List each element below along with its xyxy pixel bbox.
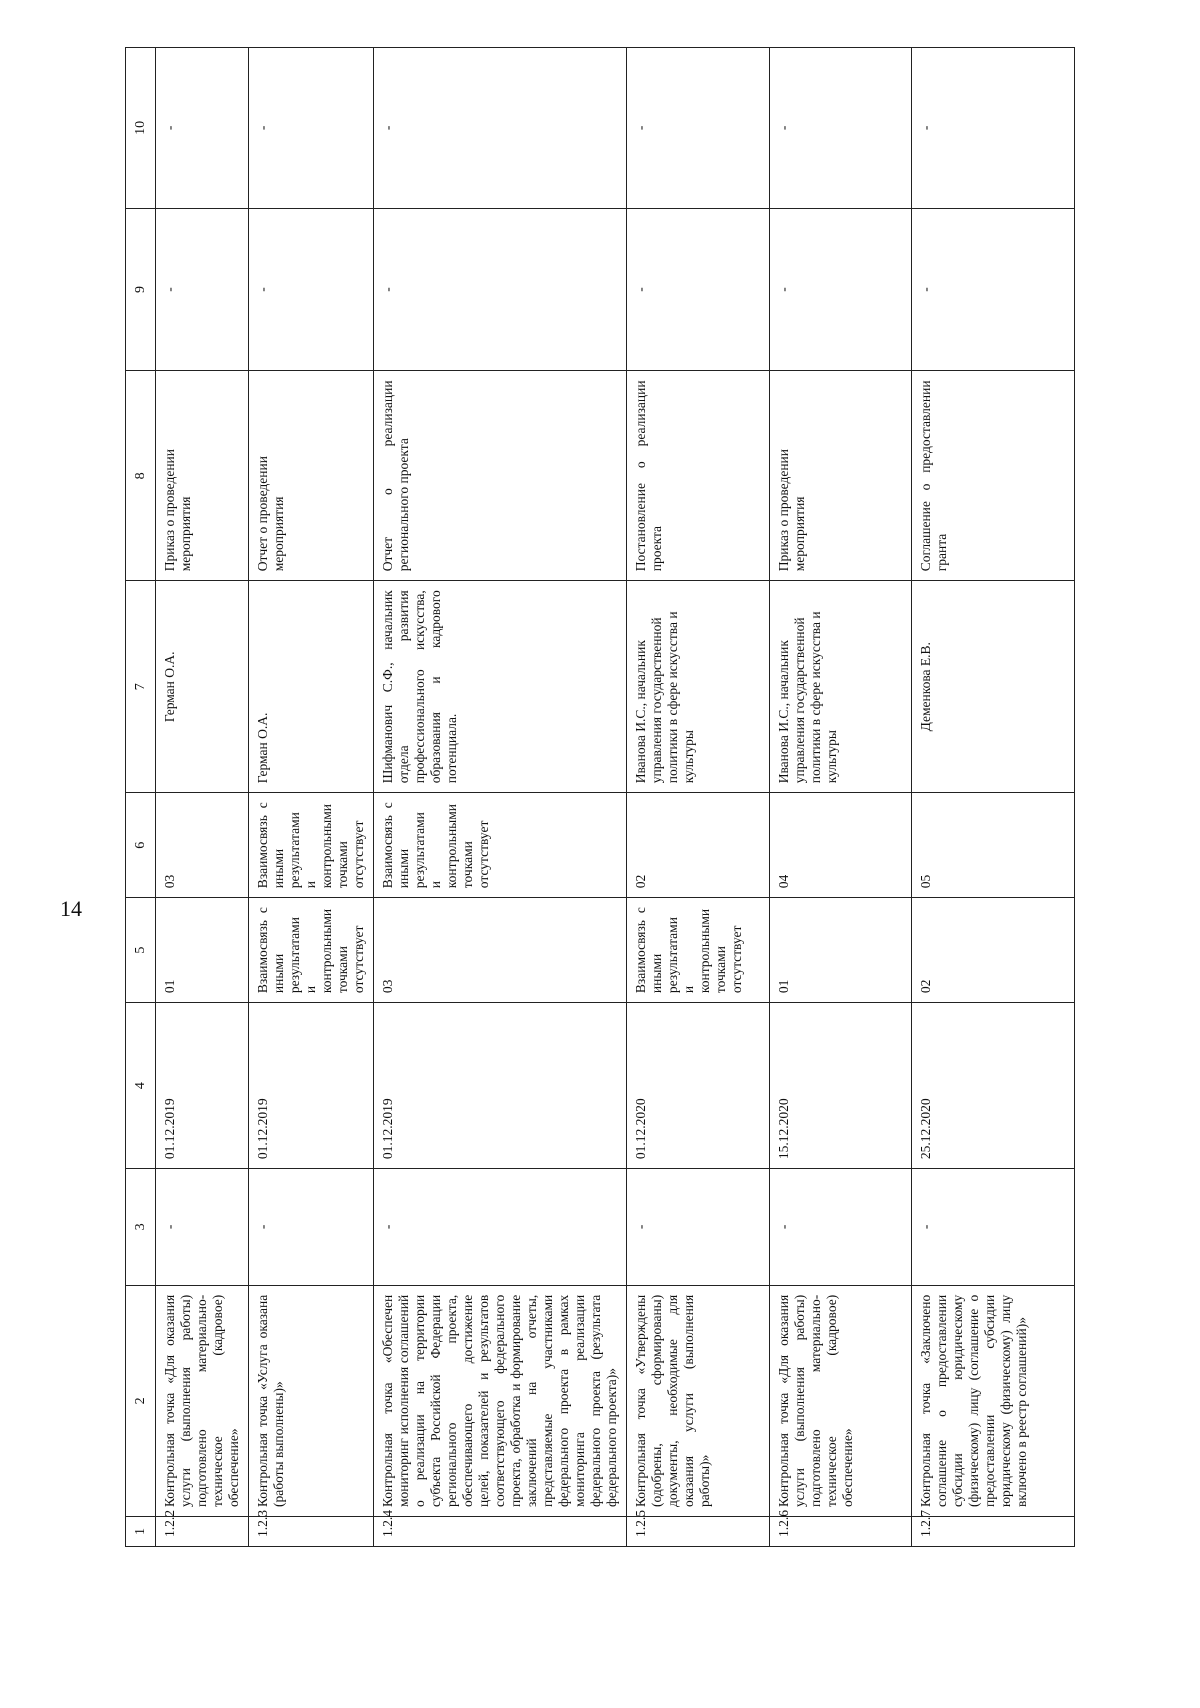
cell-col-3: - bbox=[156, 1169, 249, 1286]
cell-col-3: - bbox=[912, 1169, 1075, 1286]
cell-col-6: 02 bbox=[627, 793, 770, 898]
cell-document: Отчет о реализации регионального проекта bbox=[374, 371, 627, 581]
cell-document: Постановление о реализации проекта bbox=[627, 371, 770, 581]
cell-col-6: 03 bbox=[156, 793, 249, 898]
cell-responsible: Герман О.А. bbox=[156, 581, 249, 793]
control-point-name: Контрольная точка «Для оказания услуги (выполнения работы) подготовлено материально-техническое (кадровое) обеспечение» bbox=[156, 1285, 249, 1516]
col-header-9: 9 bbox=[126, 208, 156, 371]
cell-document: Отчет о проведении мероприятия bbox=[249, 371, 374, 581]
cell-date: 15.12.2020 bbox=[770, 1003, 912, 1169]
cell-date: 25.12.2020 bbox=[912, 1003, 1075, 1169]
col-header-2: 2 bbox=[126, 1285, 156, 1516]
col-header-8: 8 bbox=[126, 371, 156, 581]
col-header-6: 6 bbox=[126, 793, 156, 898]
cell-date: 01.12.2019 bbox=[249, 1003, 374, 1169]
cell-col-5: Взаимосвязь с иными результатами и контрольными точками отсутствует bbox=[627, 898, 770, 1003]
cell-col-9: - bbox=[374, 208, 627, 371]
cell-col-10: - bbox=[912, 48, 1075, 209]
col-header-7: 7 bbox=[126, 581, 156, 793]
cell-col-9: - bbox=[770, 208, 912, 371]
cell-col-10: - bbox=[374, 48, 627, 209]
row-number: 1.2.2 bbox=[156, 1517, 249, 1547]
control-point-name: Контрольная точка «Заключено соглашение о предоставлении субсидии юридическому (физическому) лицу (соглашение о предоставлении субсидии юридическому (физическому) лицу включено в реестр соглашений)» bbox=[912, 1285, 1075, 1516]
table-row bbox=[627, 48, 770, 1547]
cell-col-5: 03 bbox=[374, 898, 627, 1003]
cell-col-9: - bbox=[627, 208, 770, 371]
cell-col-6: 04 bbox=[770, 793, 912, 898]
cell-col-10: - bbox=[627, 48, 770, 209]
cell-responsible: Иванова И.С., начальник управления государственной политики в сфере искусства и культуры bbox=[770, 581, 912, 793]
control-point-name: Контрольная точка «Услуга оказана (работы выполнены)» bbox=[249, 1285, 374, 1516]
cell-col-5: 01 bbox=[770, 898, 912, 1003]
cell-col-9: - bbox=[156, 208, 249, 371]
control-points-table bbox=[125, 47, 1075, 1547]
cell-col-5: Взаимосвязь с иными результатами и контрольными точками отсутствует bbox=[249, 898, 374, 1003]
cell-date: 01.12.2019 bbox=[156, 1003, 249, 1169]
row-number: 1.2.7 bbox=[912, 1517, 1075, 1547]
cell-col-6: Взаимосвязь с иными результатами и контрольными точками отсутствует bbox=[249, 793, 374, 898]
row-number: 1.2.3 bbox=[249, 1517, 374, 1547]
cell-col-6: 05 bbox=[912, 793, 1075, 898]
cell-col-5: 02 bbox=[912, 898, 1075, 1003]
cell-col-9: - bbox=[249, 208, 374, 371]
col-header-10: 10 bbox=[126, 48, 156, 209]
page-number: 14 bbox=[60, 896, 82, 921]
cell-date: 01.12.2019 bbox=[374, 1003, 627, 1169]
control-point-name: Контрольная точка «Обеспечен мониторинг исполнения соглашений о реализации на территории субъекта Российской Федерации регионального проекта, обеспечивающего достижение целей, показателей и результатов соответствующего федерального проекта, обработка и формирование заключений на отчеты, представляемые участниками федерального проекта в рамках мониторинга реализации федерального проекта (результата федерального проекта)» bbox=[374, 1285, 627, 1516]
cell-responsible: Деменкова Е.В. bbox=[912, 581, 1075, 793]
table-row bbox=[374, 48, 627, 1547]
header-row bbox=[126, 48, 156, 1547]
cell-responsible: Герман О.А. bbox=[249, 581, 374, 793]
cell-document: Приказ о проведении мероприятия bbox=[770, 371, 912, 581]
col-header-4: 4 bbox=[126, 1003, 156, 1169]
rotated-table-container bbox=[125, 47, 1075, 1547]
col-header-5: 5 bbox=[126, 898, 156, 1003]
table-row bbox=[249, 48, 374, 1547]
cell-responsible: Шифманович С.Ф., начальник отдела развития профессионального искусства, образования и кадрового потенциала. bbox=[374, 581, 627, 793]
cell-col-10: - bbox=[249, 48, 374, 209]
cell-responsible: Иванова И.С., начальник управления государственной политики в сфере искусства и культуры bbox=[627, 581, 770, 793]
cell-document: Соглашение о предоставлении гранта bbox=[912, 371, 1075, 581]
row-number: 1.2.5 bbox=[627, 1517, 770, 1547]
table-row bbox=[770, 48, 912, 1547]
row-number: 1.2.6 bbox=[770, 1517, 912, 1547]
cell-col-3: - bbox=[770, 1169, 912, 1286]
row-number: 1.2.4 bbox=[374, 1517, 627, 1547]
cell-col-3: - bbox=[249, 1169, 374, 1286]
col-header-3: 3 bbox=[126, 1169, 156, 1286]
cell-col-9: - bbox=[912, 208, 1075, 371]
cell-col-3: - bbox=[627, 1169, 770, 1286]
col-header-1: 1 bbox=[126, 1517, 156, 1547]
cell-col-3: - bbox=[374, 1169, 627, 1286]
table-row bbox=[156, 48, 249, 1547]
control-point-name: Контрольная точка «Утверждены (одобрены, сформированы) документы, необходимые для оказания услуги (выполнения работы)» bbox=[627, 1285, 770, 1516]
cell-col-10: - bbox=[770, 48, 912, 209]
table-row bbox=[912, 48, 1075, 1547]
cell-date: 01.12.2020 bbox=[627, 1003, 770, 1169]
control-point-name: Контрольная точка «Для оказания услуги (выполнения работы) подготовлено материально-техническое (кадровое) обеспечение» bbox=[770, 1285, 912, 1516]
cell-col-6: Взаимосвязь с иными результатами и контрольными точками отсутствует bbox=[374, 793, 627, 898]
cell-col-10: - bbox=[156, 48, 249, 209]
cell-document: Приказ о проведении мероприятия bbox=[156, 371, 249, 581]
cell-col-5: 01 bbox=[156, 898, 249, 1003]
